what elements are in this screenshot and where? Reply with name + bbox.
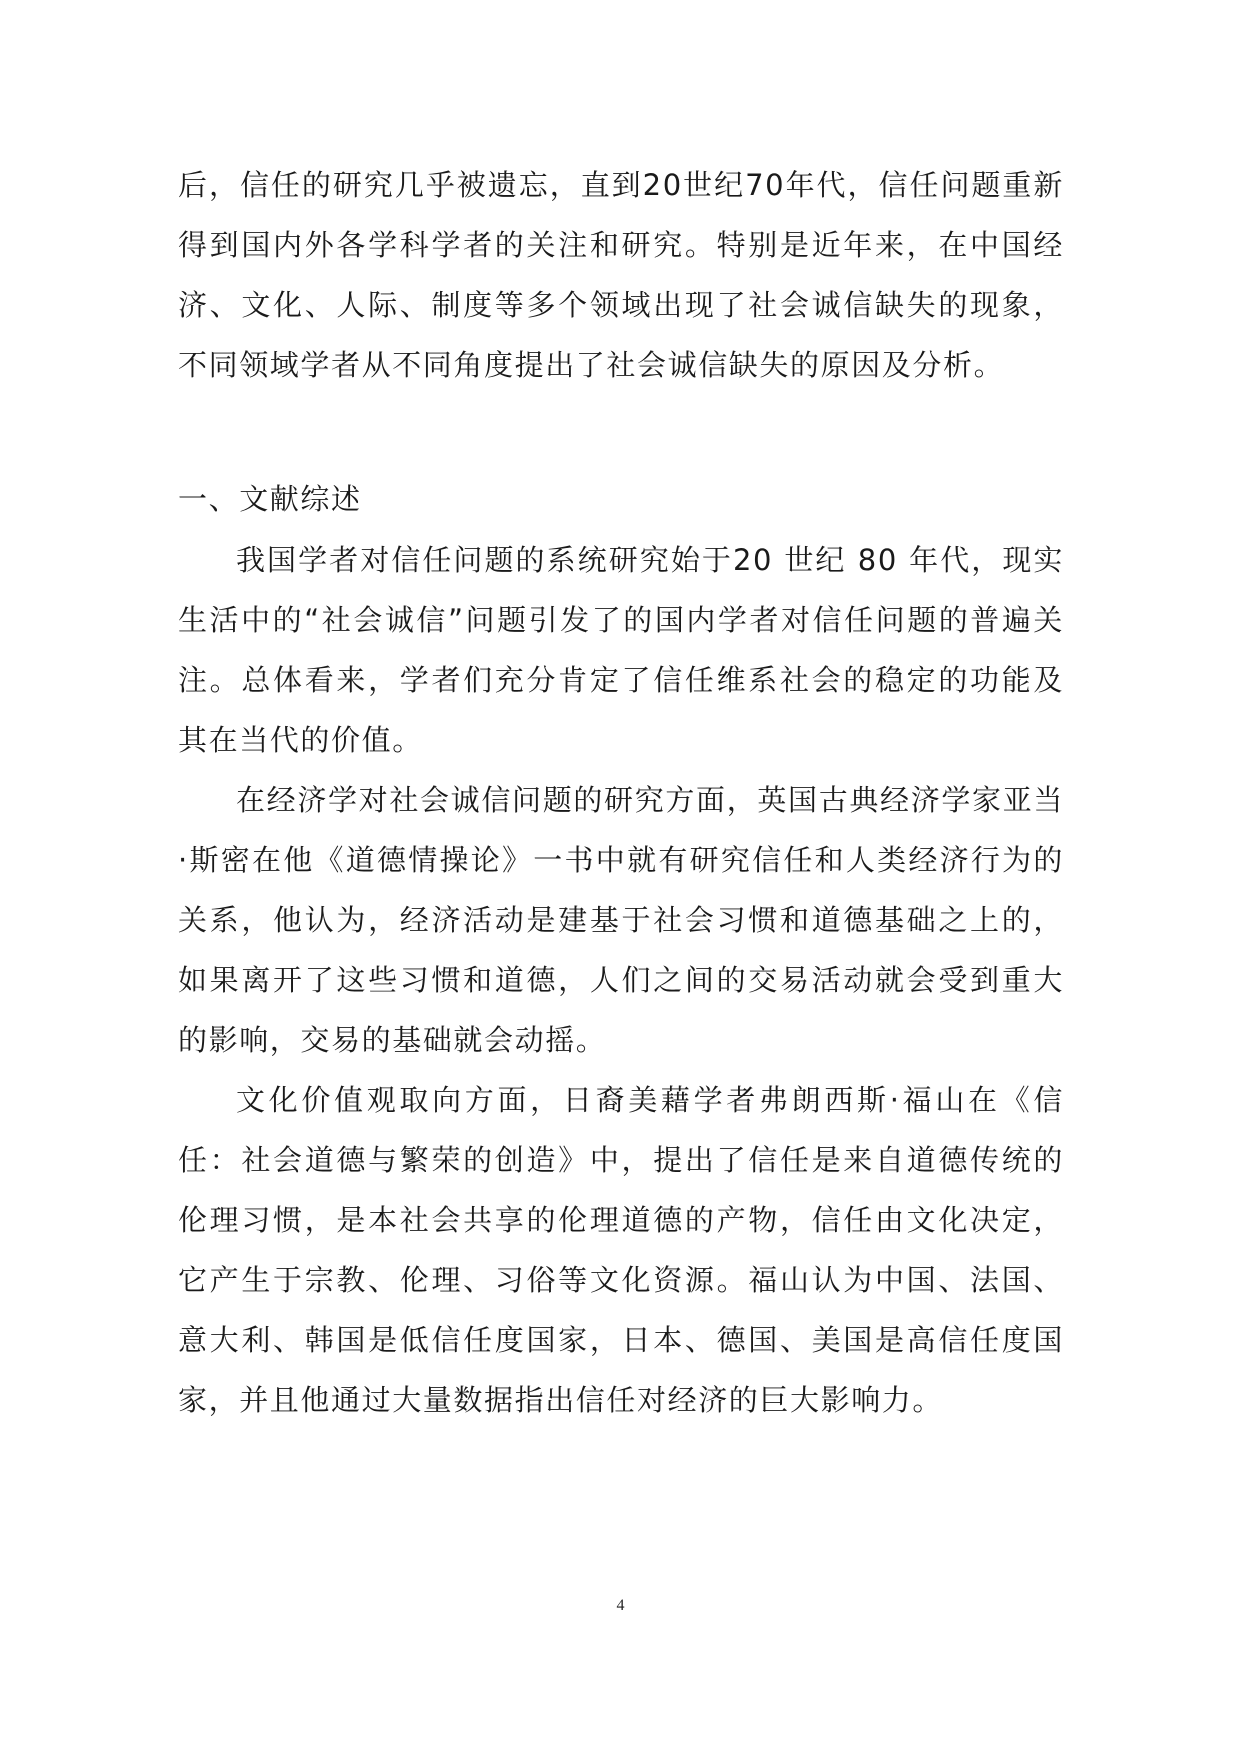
paragraph-culture: 文化价值观取向方面，日裔美藉学者弗朗西斯·福山在《信任：社会道德与繁荣的创造》中，提出了信任是来自道德传统的伦理习惯，是本社会共享的伦理道德的产物，信任由文化决定，它产生于宗教、伦理、习俗等文化资源。福山认为中国、法国、意大利、韩国是低信任度国家，日本、德国、美国是高信任度国家，并且他通过大量数据指出信任对经济的巨大影响力。 (178, 1083, 1064, 1417)
page-number: 4 (616, 1597, 625, 1614)
paragraph-economics: 在经济学对社会诚信问题的研究方面，英国古典经济学家亚当·斯密在他《道德情操论》一书中就有研究信任和人类经济行为的关系，他认为，经济活动是建基于社会习惯和道德基础之上的，如果离开了这些习惯和道德，人们之间的交易活动就会受到重大的影响，交易的基础就会动摇。 (178, 783, 1064, 1057)
continuation-paragraph: 后，信任的研究几乎被遗忘，直到20世纪70年代，信任问题重新得到国内外各学科学者的关注和研究。特别是近年来，在中国经济、文化、人际、制度等多个领域出现了社会诚信缺失的现象，不同领域学者从不同角度提出了社会诚信缺失的原因及分析。 (178, 168, 1064, 382)
section-heading: 一、文献综述 (178, 482, 362, 516)
page-body (178, 155, 1064, 1430)
paragraph-research-origin: 我国学者对信任问题的系统研究始于20 世纪 80 年代，现实生活中的“社会诚信”问题引发了的国内学者对信任问题的普遍关注。总体看来，学者们充分肯定了信任维系社会的稳定的功能及其在当代的价值。 (178, 543, 1064, 757)
